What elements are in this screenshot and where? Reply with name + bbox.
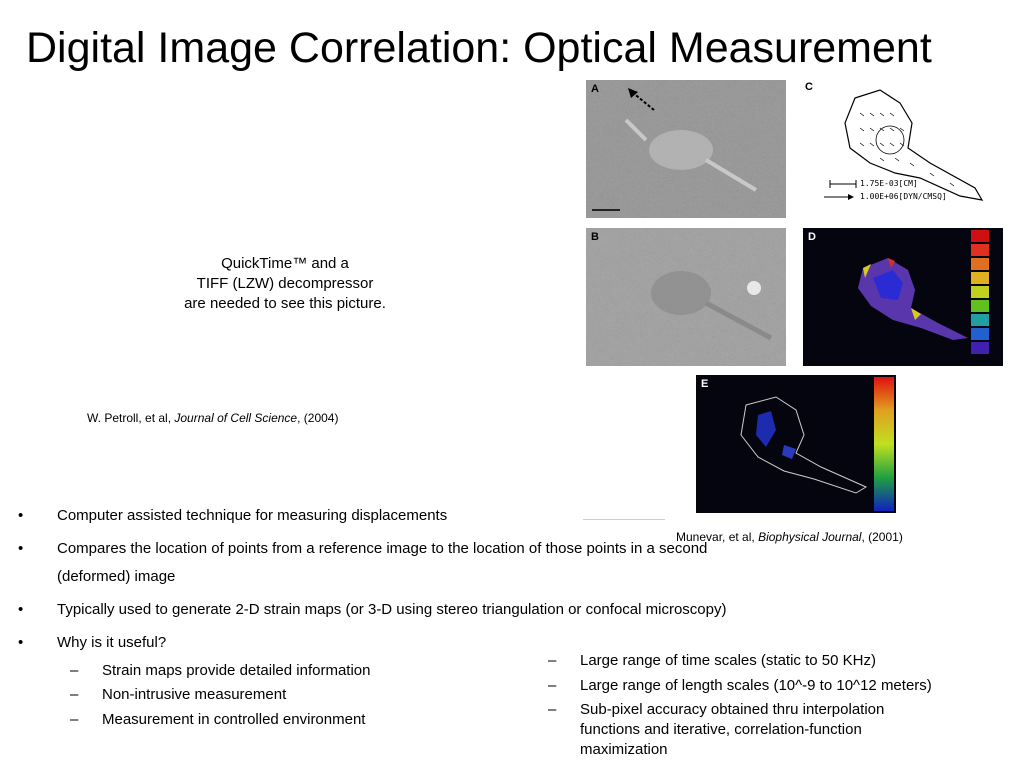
strain-map-panel-e: [696, 375, 896, 513]
citation-journal: Journal of Cell Science: [174, 411, 298, 425]
sub-bullet-text: Measurement in controlled environment: [102, 711, 366, 728]
scale-length-label: 1.75E-03[CM]: [860, 179, 918, 188]
scale-stress-label: 1.00E+06[DYN/CMSQ]: [860, 192, 947, 201]
micrograph-panel-b: [586, 228, 786, 366]
bullet-marker: •: [18, 507, 24, 524]
bullet-marker: •: [18, 540, 24, 557]
panel-label: A: [591, 83, 599, 95]
dash-marker: –: [70, 662, 79, 679]
dash-marker: –: [548, 652, 557, 669]
dash-marker: –: [548, 701, 557, 718]
bullet-text: Computer assisted technique for measuring displacements: [57, 507, 448, 524]
quicktime-line: TIFF (LZW) decompressor: [196, 275, 374, 292]
micrograph-b-image: [586, 228, 786, 366]
slide-title: Digital Image Correlation: Optical Measurement: [26, 24, 932, 72]
sub-bullet-text: Large range of length scales (10^-9 to 10^12 meters): [580, 677, 932, 694]
bullet-text: Why is it useful?: [57, 634, 167, 651]
bullet-text: Compares the location of points from a reference image to the location of those points in a second: [57, 540, 708, 557]
bullet-text: (deformed) image: [57, 568, 176, 585]
dash-marker: –: [70, 711, 79, 728]
citation-year: , (2004): [297, 411, 339, 425]
panel-label: B: [591, 231, 599, 243]
strain-map-d-image: [803, 228, 1003, 366]
dash-marker: –: [70, 686, 79, 703]
citation-authors: W. Petroll, et al,: [87, 411, 172, 425]
color-scale-bar: [874, 377, 894, 511]
panel-label: C: [805, 81, 813, 93]
bullet-marker: •: [18, 634, 24, 651]
citation-journal: Biophysical Journal: [758, 530, 862, 544]
sub-bullet-text: Large range of time scales (static to 50 KHz): [580, 652, 876, 669]
micrograph-panel-a: [586, 80, 786, 218]
color-scale-bar: [971, 230, 989, 354]
sub-bullet-text: Sub-pixel accuracy obtained thru interpolation functions and iterative, correlation-function maximization: [580, 701, 885, 758]
quicktime-line: QuickTime™ and a: [221, 255, 349, 272]
citation-year: , (2001): [861, 530, 903, 544]
quicktime-placeholder: [160, 254, 410, 314]
strain-map-panel-d: [803, 228, 1003, 366]
citation-left: [87, 411, 338, 425]
panel-label: E: [701, 378, 709, 390]
dash-marker: –: [548, 677, 557, 694]
micrograph-a-image: [586, 80, 786, 218]
panel-label: D: [808, 231, 816, 243]
quicktime-line: are needed to see this picture.: [184, 295, 386, 312]
citation-authors: Munevar, et al,: [676, 530, 755, 544]
strain-map-e-image: [696, 375, 896, 513]
sub-bullet-text: Strain maps provide detailed information: [102, 662, 371, 679]
bullet-marker: •: [18, 601, 24, 618]
sub-bullet-text: Non-intrusive measurement: [102, 686, 287, 703]
bullet-text: Typically used to generate 2-D strain maps (or 3-D using stereo triangulation or confocal microscopy): [57, 601, 727, 618]
vector-panel-c: [800, 78, 1010, 218]
